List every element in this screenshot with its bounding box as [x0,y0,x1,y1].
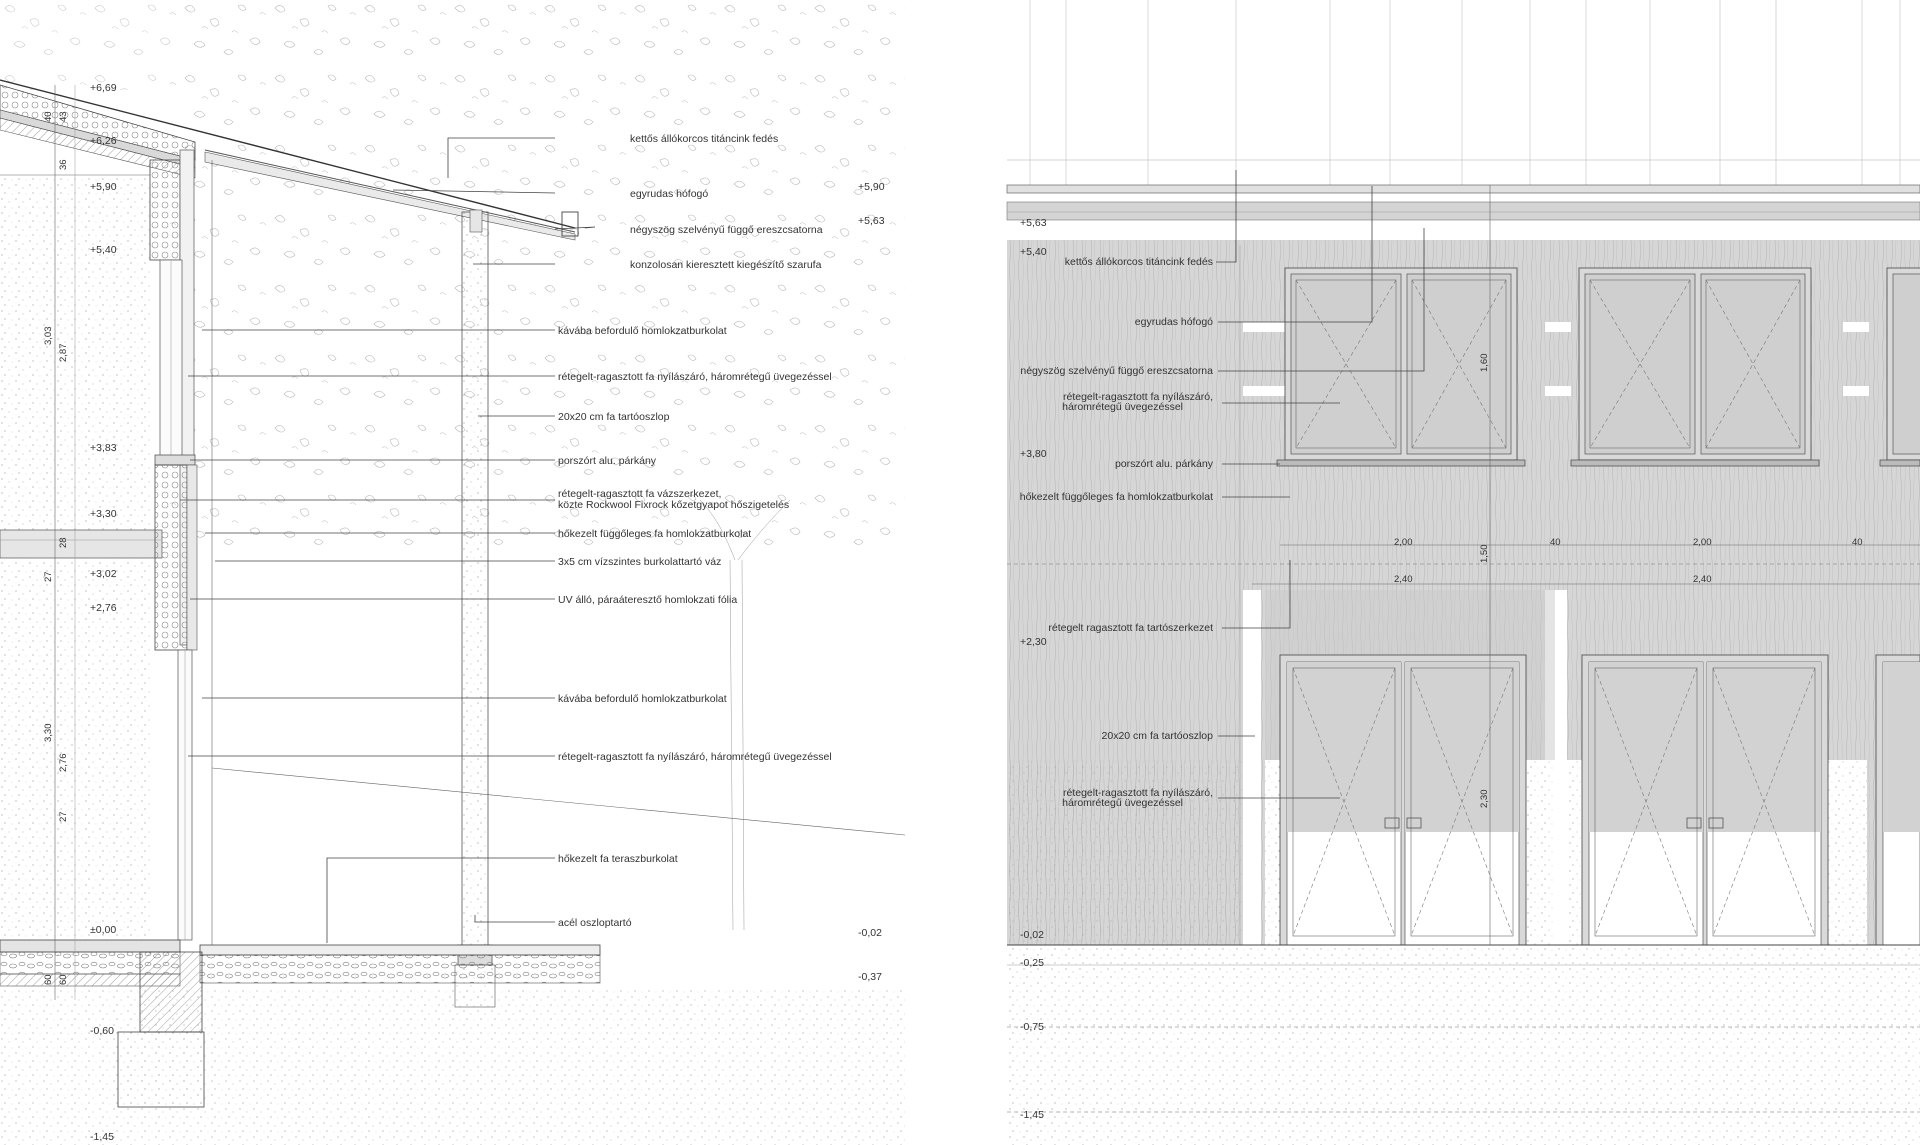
level-marker: -0,25 [1020,957,1044,969]
annotation-snow-guard: egyrudas hófogó [630,188,709,200]
annotation-roof-cover: kettős állókorcos titáncink fedés [630,133,779,145]
annotation-door: rétegelt-ragasztott fa nyílászáró, [1063,787,1213,799]
annotation-column: 20x20 cm fa tartóoszlop [1101,730,1213,742]
upper-wall-frame [150,160,180,260]
annotation-window: rétegelt-ragasztott fa nyílászáró, [1063,391,1213,403]
annotation-membrane: UV álló, páraáteresztő homlokzati fólia [558,594,738,606]
dimension-text: 40 [1852,537,1863,548]
annotation-insulation: közte Rockwool Fixrock kőzetgyapot hőszigetelés [558,499,790,511]
upper-window-2 [1571,268,1819,466]
level-marker: -1,45 [90,1131,114,1143]
tree-trunk [730,560,744,930]
dimension-text: 2,00 [1693,537,1712,548]
annotation-window: rétegelt-ragasztott fa nyílászáró, háromrétegű üvegezéssel [558,371,832,383]
dimension-text: 1,50 [1479,544,1490,563]
dimension-text: 27 [43,571,54,582]
dimension-text: 3,30 [43,723,54,742]
dimension-text: 1,60 [1479,353,1490,372]
level-marker: ±0,00 [90,924,117,936]
level-marker: +2,76 [90,602,117,614]
level-marker: -0,02 [1020,929,1044,941]
dimension-text: 60 [43,974,54,985]
annotation-terrace-deck: hőkezelt fa teraszburkolat [558,853,678,865]
annotation-roof-cover: kettős állókorcos titáncink fedés [1064,256,1213,268]
level-marker: +5,90 [858,181,885,193]
dimension-text: 2,76 [58,753,69,772]
annotation-snow-guard: egyrudas hófogó [1134,316,1213,328]
level-marker: -0,75 [1020,1021,1044,1033]
dimension-text: 2,40 [1394,574,1413,585]
dimension-text: 2,30 [1479,789,1490,808]
annotation-frame: rétegelt-ragasztott fa vázszerkezet, [558,488,722,500]
annotation-sill: porszórt alu. párkány [1114,458,1213,470]
level-marker: -1,45 [1020,1109,1044,1121]
middle-wall-frame [155,465,187,650]
upper-background-lines [1007,0,1920,185]
level-marker: +3,80 [1020,448,1047,460]
annotation-gutter: négyszög szelvényű függő ereszcsatorna [630,224,823,236]
dimension-text: 2,00 [1394,537,1413,548]
roof-edge [1007,185,1920,193]
level-marker: +3,83 [90,442,117,454]
elevation-drawing [1007,0,1920,1145]
lower-door-3-partial [1876,655,1920,945]
dimension-text: 43 [58,111,69,122]
tree-foliage [170,0,905,560]
annotation-facade-cladding: hőkezelt függőleges fa homlokzatburkolat [1019,491,1213,503]
level-marker: +5,63 [858,215,885,227]
gutter-fascia [1007,202,1920,220]
timber-column [462,212,488,947]
annotation-reveal-cladding: kávába befordulő homlokzatburkolat [558,693,727,705]
annotation-column-base: acél oszloptartó [558,917,632,929]
dimension-text: 60 [58,974,69,985]
dimension-text: 36 [58,159,69,170]
annotation-rafter: konzolosan kieresztett kiegészítő szarufa [630,259,822,271]
annotation-window: rétegelt-ragasztott fa nyílászáró, háromrétegű üvegezéssel [558,751,832,763]
level-marker: +3,30 [90,508,117,520]
level-marker: -0,60 [90,1025,114,1037]
annotation-reveal-cladding: kávába befordulő homlokzatburkolat [558,325,727,337]
dimension-text: 2,87 [58,343,69,362]
ground-floor-slab [0,940,180,952]
level-marker: +5,90 [90,181,117,193]
level-marker: +3,02 [90,568,117,580]
dimension-text: 3,03 [43,326,54,345]
level-marker: -0,37 [858,971,882,983]
sill [155,455,195,465]
annotation-glazing: háromrétegű üvegezéssel [1062,401,1183,413]
section-drawing [0,0,905,1145]
dimension-text: 2,40 [1693,574,1712,585]
level-marker: +5,40 [90,244,117,256]
level-marker: +2,30 [1020,636,1047,648]
annotation-battens: 3x5 cm vízszintes burkolattartó váz [558,556,722,568]
annotation-column: 20x20 cm fa tartóoszlop [558,411,670,423]
lower-door-2 [1582,655,1828,945]
dimension-text: 27 [58,811,69,822]
annotation-glazing: háromrétegű üvegezéssel [1062,797,1183,809]
dimension-text: 28 [58,537,69,548]
annotation-structure: rétegelt ragasztott fa tartószerkezet [1048,622,1213,634]
level-marker: +6,69 [90,82,117,94]
level-marker: -0,02 [858,927,882,939]
level-marker: +5,63 [1020,217,1047,229]
annotation-facade-cladding: hőkezelt függőleges fa homlokzatburkolat [558,528,752,540]
annotation-sill: porszórt alu. párkány [558,455,657,467]
annotation-gutter: négyszög szelvényű függő ereszcsatorna [1020,365,1213,377]
terrain-line [212,768,905,835]
intermediate-slab [0,530,162,558]
level-marker: +5,40 [1020,246,1047,258]
dimension-text: 40 [1550,537,1561,548]
level-marker: +6,26 [90,135,117,147]
terrace-deck [200,945,600,955]
dimension-text: 40 [43,111,54,122]
